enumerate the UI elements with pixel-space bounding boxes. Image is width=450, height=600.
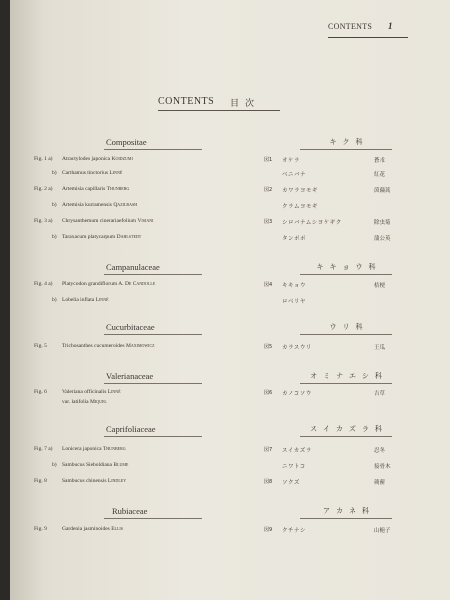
family-name-jp: キク科 (329, 138, 369, 146)
crude-drug-name: 吉草 (374, 391, 386, 397)
japanese-name: シロバナムシヨケギク (282, 220, 342, 226)
japanese-name: クチナシ (282, 528, 306, 534)
scientific-name: Platycodon grandiflorum A. De Candolle (62, 281, 156, 287)
family-name-en: Rubiaceae (112, 506, 148, 516)
figure-label-jp: 図4 (264, 282, 273, 288)
figure-entry (10, 446, 450, 458)
figure-label-jp: 図2 (264, 187, 273, 193)
family-name-jp: スイカズラ科 (310, 425, 388, 433)
japanese-name: ベニバナ (282, 172, 307, 178)
figure-number: b) (52, 462, 57, 468)
family-rule (300, 518, 392, 519)
figure-label-jp: 図3 (264, 219, 273, 225)
family-rule (104, 149, 202, 150)
running-head-title: CONTENTS (328, 22, 373, 31)
figure-number: b) (52, 170, 57, 176)
family-rule (104, 274, 202, 275)
japanese-name: スイカズラ (282, 448, 312, 454)
figure-label-jp: 図8 (264, 479, 273, 485)
japanese-name: キキョウ (282, 283, 307, 289)
figure-number: Fig. 3 a) (34, 218, 53, 224)
figure-number: b) (52, 297, 57, 303)
crude-drug-name: 除虫菊 (374, 220, 391, 226)
family-name-jp: ウリ科 (329, 323, 369, 331)
figure-number: b) (52, 234, 57, 240)
figure-label-jp: 図9 (264, 527, 273, 533)
running-head (328, 22, 428, 36)
figure-entry (10, 462, 450, 474)
figure-entry (10, 526, 450, 538)
figure-entry (10, 234, 450, 246)
scientific-name: Artemisia kurramensis Qazilbash (62, 202, 138, 208)
figure-number: Fig. 9 (34, 526, 47, 532)
scientific-name: Lobelia inflata Linné (62, 297, 109, 303)
figure-entry (10, 156, 450, 168)
figure-entry (10, 297, 450, 309)
figure-number: Fig. 4 a) (34, 281, 53, 287)
figure-number: Fig. 6 (34, 389, 47, 395)
crude-drug-name: 桔梗 (374, 283, 386, 289)
figure-label-jp: 図1 (264, 157, 273, 163)
scientific-name: Trichosanthes cucumeroides Maximowicz (62, 343, 155, 349)
crude-drug-name: 山梔子 (374, 528, 391, 534)
figure-entry-variety (10, 399, 450, 411)
scientific-name: Sambucus Sieboldiana Blume (62, 462, 129, 468)
japanese-name: オケラ (282, 158, 300, 164)
family-name-en: Caprifoliaceae (106, 424, 156, 434)
japanese-name: カワラヨモギ (282, 188, 319, 194)
figure-number: Fig. 2 a) (34, 186, 53, 192)
japanese-name: ソクズ (282, 480, 300, 486)
figure-number: Fig. 5 (34, 343, 47, 349)
scientific-name: Chrysanthemum cinerariaefolium Visiani (62, 218, 154, 224)
figure-entry (10, 202, 450, 214)
scientific-name: Lonicera japonica Thunberg (62, 446, 126, 452)
scientific-name: Carthamus tinctorius Linné (62, 170, 123, 176)
figure-entry (10, 170, 450, 182)
crude-drug-name: 忍冬 (374, 448, 386, 454)
figure-label-jp: 図5 (264, 344, 273, 350)
header-rule (328, 37, 408, 38)
scientific-name: Atractylodes japonica Koidzumi (62, 156, 133, 162)
figure-entry (10, 186, 450, 198)
scientific-name: Sambucus chinensis Lindley (62, 478, 127, 484)
family-rule (300, 274, 392, 275)
japanese-name: クラムヨモギ (282, 204, 318, 210)
contents-title-en: CONTENTS (158, 96, 215, 107)
japanese-name: ニワトコ (282, 464, 306, 470)
scientific-name: Gardenia jasminoides Ellis (62, 526, 123, 532)
scientific-name: Taraxacum platycarpum Dahlstedt (62, 234, 142, 240)
family-rule (300, 334, 392, 335)
figure-entry (10, 281, 450, 293)
family-name-en: Valerianaceae (106, 371, 154, 381)
family-rule (104, 383, 202, 384)
family-rule (300, 383, 392, 384)
family-name-jp: アカネ科 (323, 507, 375, 515)
book-page (10, 0, 450, 600)
crude-drug-name: 王瓜 (374, 345, 386, 351)
family-name-en: Campanulaceae (106, 262, 160, 272)
japanese-name: タンポポ (282, 236, 307, 242)
family-rule (104, 436, 202, 437)
scientific-name: Valeriana officinalis Linné (62, 389, 121, 395)
figure-number: Fig. 7 a) (34, 446, 53, 452)
family-name-en: Cucurbitaceae (106, 322, 155, 332)
crude-drug-name: 蒴藋 (374, 480, 386, 486)
family-rule (104, 518, 202, 519)
figure-number: b) (52, 202, 57, 208)
family-rule (300, 436, 392, 437)
scientific-name: Artemisia capillaris Thunberg (62, 186, 130, 192)
japanese-name: ロベリヤ (282, 299, 306, 305)
figure-entry (10, 343, 450, 355)
contents-title-rule (158, 110, 280, 111)
figure-label-jp: 図6 (264, 390, 273, 396)
family-name-en: Compositae (106, 137, 147, 147)
crude-drug-name: 蒲公英 (374, 236, 391, 242)
page-number: 1 (388, 21, 393, 31)
figure-number: Fig. 8 (34, 478, 47, 484)
japanese-name: カノコソウ (282, 391, 312, 397)
family-rule (104, 334, 202, 335)
figure-entry (10, 218, 450, 230)
crude-drug-name: 紅花 (374, 172, 386, 178)
crude-drug-name: 蒼朮 (374, 158, 386, 164)
contents-title-jp: 目次 (230, 99, 261, 109)
figure-entry (10, 478, 450, 490)
crude-drug-name: 接骨木 (374, 464, 391, 470)
figure-label-jp: 図7 (264, 447, 273, 453)
crude-drug-name: 茵蔯蒿 (374, 188, 391, 194)
figure-number: Fig. 1 a) (34, 156, 53, 162)
family-name-jp: キキョウ科 (316, 263, 382, 271)
family-name-jp: オミナエシ科 (310, 372, 388, 380)
contents-heading (158, 96, 338, 110)
japanese-name: カラスウリ (282, 345, 312, 351)
family-rule (300, 149, 392, 150)
scientific-name: var. latifolia Miquel (62, 399, 107, 405)
